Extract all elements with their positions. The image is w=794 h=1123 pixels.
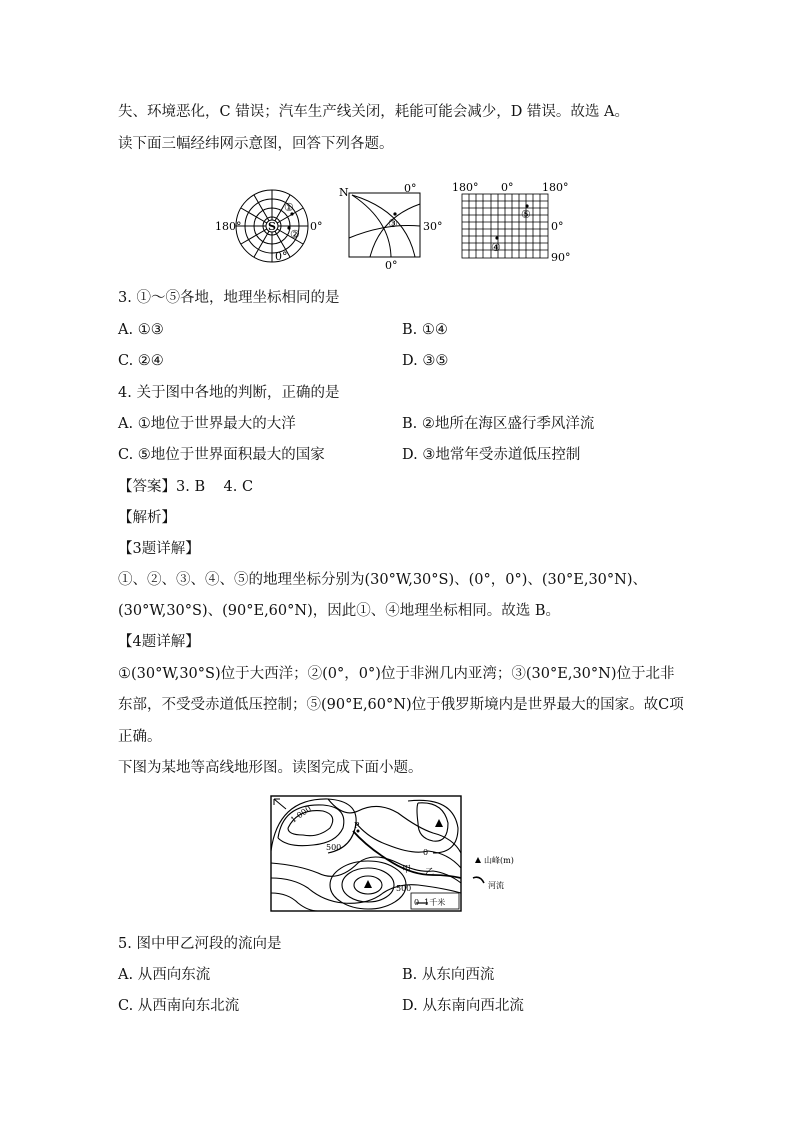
answer-line: 【答案】3. B 4. C bbox=[118, 479, 254, 495]
grid-label-180-left: 180° bbox=[452, 181, 479, 194]
q5-option-a: A. 从西向东流 bbox=[118, 967, 211, 983]
q3-detail-line-1: ①、②、③、④、⑤的地理坐标分别为(30°W,30°S)、(0°，0°)、(30°E,30°N)、 bbox=[118, 572, 647, 588]
legend-river: 河流 bbox=[488, 881, 504, 890]
q4-detail-line-3: 正确。 bbox=[118, 729, 162, 745]
square-label-0-top: 0° bbox=[404, 182, 417, 195]
q4-detail-title: 【4题详解】 bbox=[118, 634, 200, 650]
intro-2: 下图为某地等高线地形图。读图完成下面小题。 bbox=[118, 760, 423, 776]
point-4: ④ bbox=[491, 241, 501, 254]
point-p: P bbox=[354, 821, 360, 830]
q4-option-c: C. ⑤地位于世界面积最大的国家 bbox=[118, 447, 325, 463]
q5-option-d: D. 从东南向西北流 bbox=[402, 998, 524, 1014]
point-5: ⑤ bbox=[521, 208, 531, 221]
q3-option-a: A. ①③ bbox=[118, 322, 164, 338]
polar-label-0-right: 0° bbox=[310, 220, 323, 233]
scale-bar: 0 1千米 bbox=[414, 898, 446, 907]
q4-detail-line-2: 东部，不受受赤道低压控制；⑤(90°E,60°N)位于俄罗斯境内是世界最大的国家。故C项 bbox=[118, 697, 684, 713]
contour-500-a: 500 bbox=[326, 843, 342, 852]
contour-1000: 1 000 bbox=[288, 804, 313, 825]
intro-line-2: 读下面三幅经纬网示意图，回答下列各题。 bbox=[118, 136, 394, 152]
legend-peak: 山峰(m) bbox=[484, 856, 514, 865]
grid-label-0-right: 0° bbox=[551, 220, 564, 233]
q5-option-b: B. 从东向西流 bbox=[402, 967, 495, 983]
contour-map bbox=[268, 793, 530, 918]
polar-label-180: 180° bbox=[215, 220, 242, 233]
q4-stem: 4. 关于图中各地的判断，正确的是 bbox=[118, 385, 340, 401]
q3-detail-title: 【3题详解】 bbox=[118, 541, 200, 557]
intro-line-1: 失、环境恶化，C 错误；汽车生产线关闭，耗能可能会减少，D 错误。故选 A。 bbox=[118, 104, 630, 120]
grid-label-90: 90° bbox=[551, 251, 571, 264]
q5-option-c: C. 从西南向东北流 bbox=[118, 998, 240, 1014]
grid-label-180-right: 180° bbox=[542, 181, 569, 194]
label-yi: 乙 bbox=[425, 868, 435, 878]
legend-river-icon bbox=[473, 877, 484, 883]
grid-label-0-top: 0° bbox=[501, 181, 514, 194]
contour-0: 0 bbox=[423, 848, 429, 857]
q5-stem: 5. 图中甲乙河段的流向是 bbox=[118, 936, 282, 952]
q4-option-a: A. ①地位于世界最大的大洋 bbox=[118, 416, 296, 432]
label-jia: 甲 bbox=[402, 865, 412, 875]
q3-detail-line-2: (30°W,30°S)、(90°E,60°N)，因此①、④地理坐标相同。故选 B。 bbox=[118, 603, 560, 619]
q4-detail-line-1: ①(30°W,30°S)位于大西洋；②(0°，0°)位于非洲几内亚湾；③(30°E,30°N)位于北非 bbox=[118, 666, 675, 682]
graticule-figure bbox=[205, 178, 580, 273]
point-2: ② bbox=[290, 228, 300, 241]
square-label-0-bottom: 0° bbox=[385, 259, 398, 272]
legend-peak-icon bbox=[475, 857, 481, 863]
polar-label-0-bottom: 0° bbox=[275, 250, 288, 263]
q3-option-c: C. ②④ bbox=[118, 353, 164, 369]
q4-option-d: D. ③地常年受赤道低压控制 bbox=[402, 447, 581, 463]
q3-stem: 3. ①～⑤各地，地理坐标相同的是 bbox=[118, 290, 340, 306]
contour-500-b: 500 bbox=[396, 884, 412, 893]
q4-option-b: B. ②地所在海区盛行季风洋流 bbox=[402, 416, 595, 432]
analysis-title: 【解析】 bbox=[118, 510, 176, 526]
square-label-30: 30° bbox=[423, 220, 443, 233]
point-1: ① bbox=[284, 201, 294, 214]
north-label: N bbox=[339, 186, 349, 199]
pole-label: S bbox=[268, 220, 276, 233]
grid-graticule bbox=[462, 194, 548, 258]
q3-option-b: B. ①④ bbox=[402, 322, 448, 338]
square-graticule bbox=[349, 193, 420, 257]
point-3: ③ bbox=[388, 217, 398, 230]
q3-option-d: D. ③⑤ bbox=[402, 353, 449, 369]
